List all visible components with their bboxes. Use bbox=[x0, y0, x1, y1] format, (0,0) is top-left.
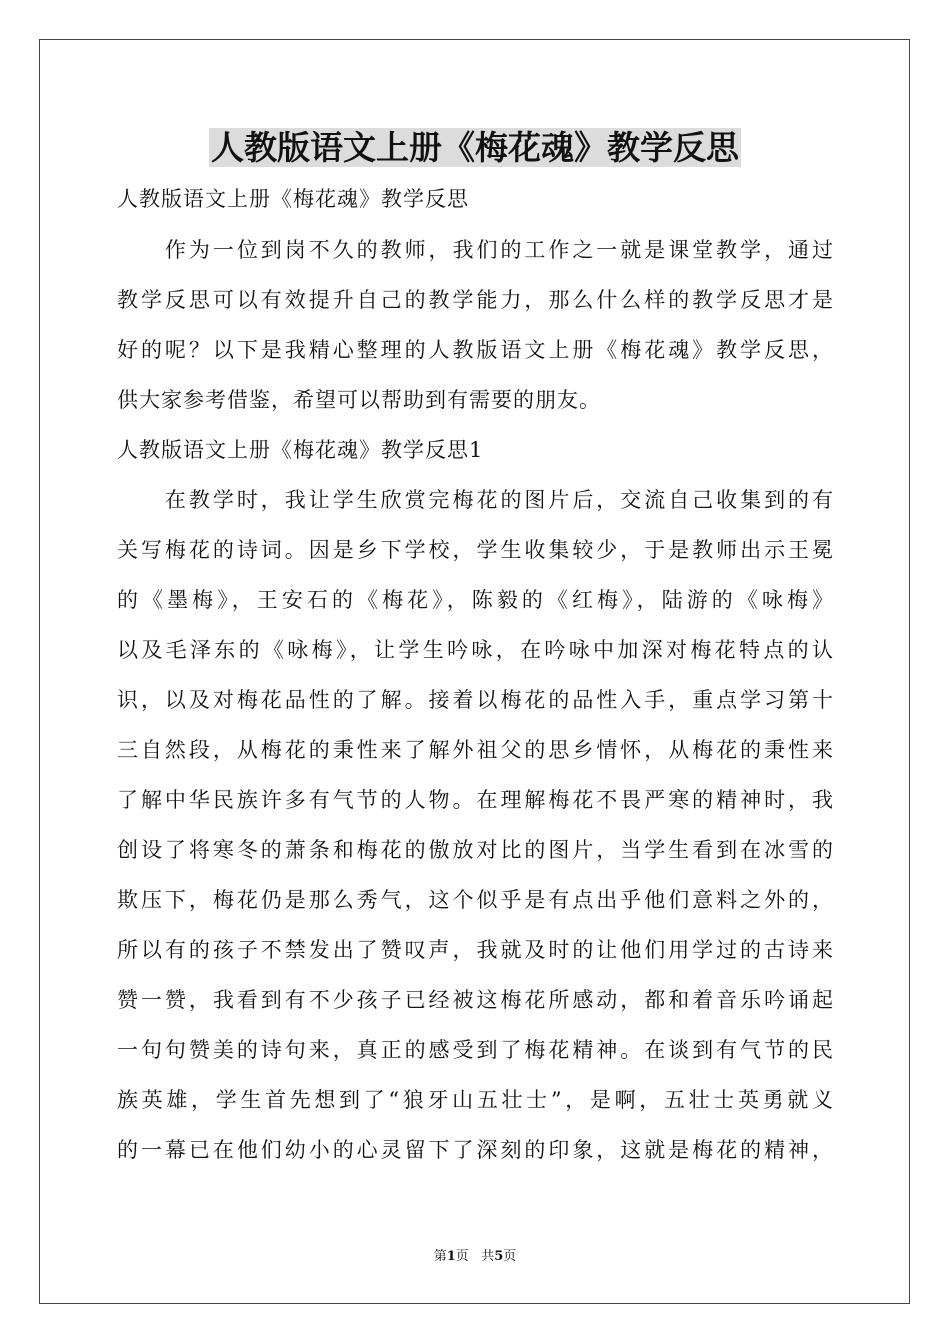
body-line: 的一幕已在他们幼小的心灵留下了深刻的印象，这就是梅花的精神， bbox=[117, 1138, 833, 1162]
body-line: 赞一赞，我看到有不少孩子已经被这梅花所感动，都和着音乐吟诵起 bbox=[117, 988, 833, 1012]
body-line: 族英雄，学生首先想到了“狼牙山五壮士”，是啊，五壮士英勇就义 bbox=[117, 1088, 833, 1112]
body-line: 创设了将寒冬的萧条和梅花的傲放对比的图片，当学生看到在冰雪的 bbox=[117, 838, 833, 862]
document-title-text: 人教版语文上册《梅花魂》教学反思 bbox=[211, 128, 739, 167]
footer-page-prefix: 第 bbox=[433, 1249, 447, 1264]
body-line: 所以有的孩子不禁发出了赞叹声，我就及时的让他们用学过的古诗来 bbox=[117, 938, 833, 962]
footer-total-pages: 5 bbox=[494, 1249, 504, 1264]
footer-page-suffix: 页 bbox=[455, 1249, 469, 1264]
body-line: 一句句赞美的诗句来，真正的感受到了梅花精神。在谈到有气节的民 bbox=[117, 1038, 833, 1062]
intro-line: 教学反思可以有效提升自己的教学能力，那么什么样的教学反思才是 bbox=[117, 288, 833, 312]
body-line: 三自然段，从梅花的秉性来了解外祖父的思乡情怀，从梅花的秉性来 bbox=[117, 738, 833, 762]
footer-total-suffix: 页 bbox=[503, 1249, 517, 1264]
document-subtitle: 人教版语文上册《梅花魂》教学反思 bbox=[117, 187, 469, 211]
footer-page-number: 1 bbox=[446, 1249, 456, 1264]
page-border bbox=[39, 39, 910, 1304]
footer-total-prefix: 共 bbox=[481, 1249, 495, 1264]
intro-line: 供大家参考借鉴，希望可以帮助到有需要的朋友。 bbox=[117, 388, 601, 412]
intro-line: 好的呢？以下是我精心整理的人教版语文上册《梅花魂》教学反思， bbox=[117, 338, 833, 362]
document-title bbox=[0, 123, 950, 173]
body-line: 了解中华民族许多有气节的人物。在理解梅花不畏严寒的精神时，我 bbox=[117, 788, 833, 812]
body-line: 欺压下，梅花仍是那么秀气，这个似乎是有点出乎他们意料之外的， bbox=[117, 888, 833, 912]
body-line: 关写梅花的诗词。因是乡下学校，学生收集较少，于是教师出示王冕 bbox=[117, 538, 833, 562]
page-footer bbox=[0, 1248, 950, 1266]
section-heading: 人教版语文上册《梅花魂》教学反思1 bbox=[117, 438, 484, 462]
intro-line: 作为一位到岗不久的教师，我们的工作之一就是课堂教学，通过 bbox=[117, 238, 833, 262]
body-line: 在教学时，我让学生欣赏完梅花的图片后，交流自己收集到的有 bbox=[117, 488, 833, 512]
body-line: 识，以及对梅花品性的了解。接着以梅花的品性入手，重点学习第十 bbox=[117, 688, 833, 712]
body-line: 的《墨梅》，王安石的《梅花》，陈毅的《红梅》，陆游的《咏梅》 bbox=[117, 588, 833, 612]
body-line: 以及毛泽东的《咏梅》，让学生吟咏，在吟咏中加深对梅花特点的认 bbox=[117, 638, 833, 662]
